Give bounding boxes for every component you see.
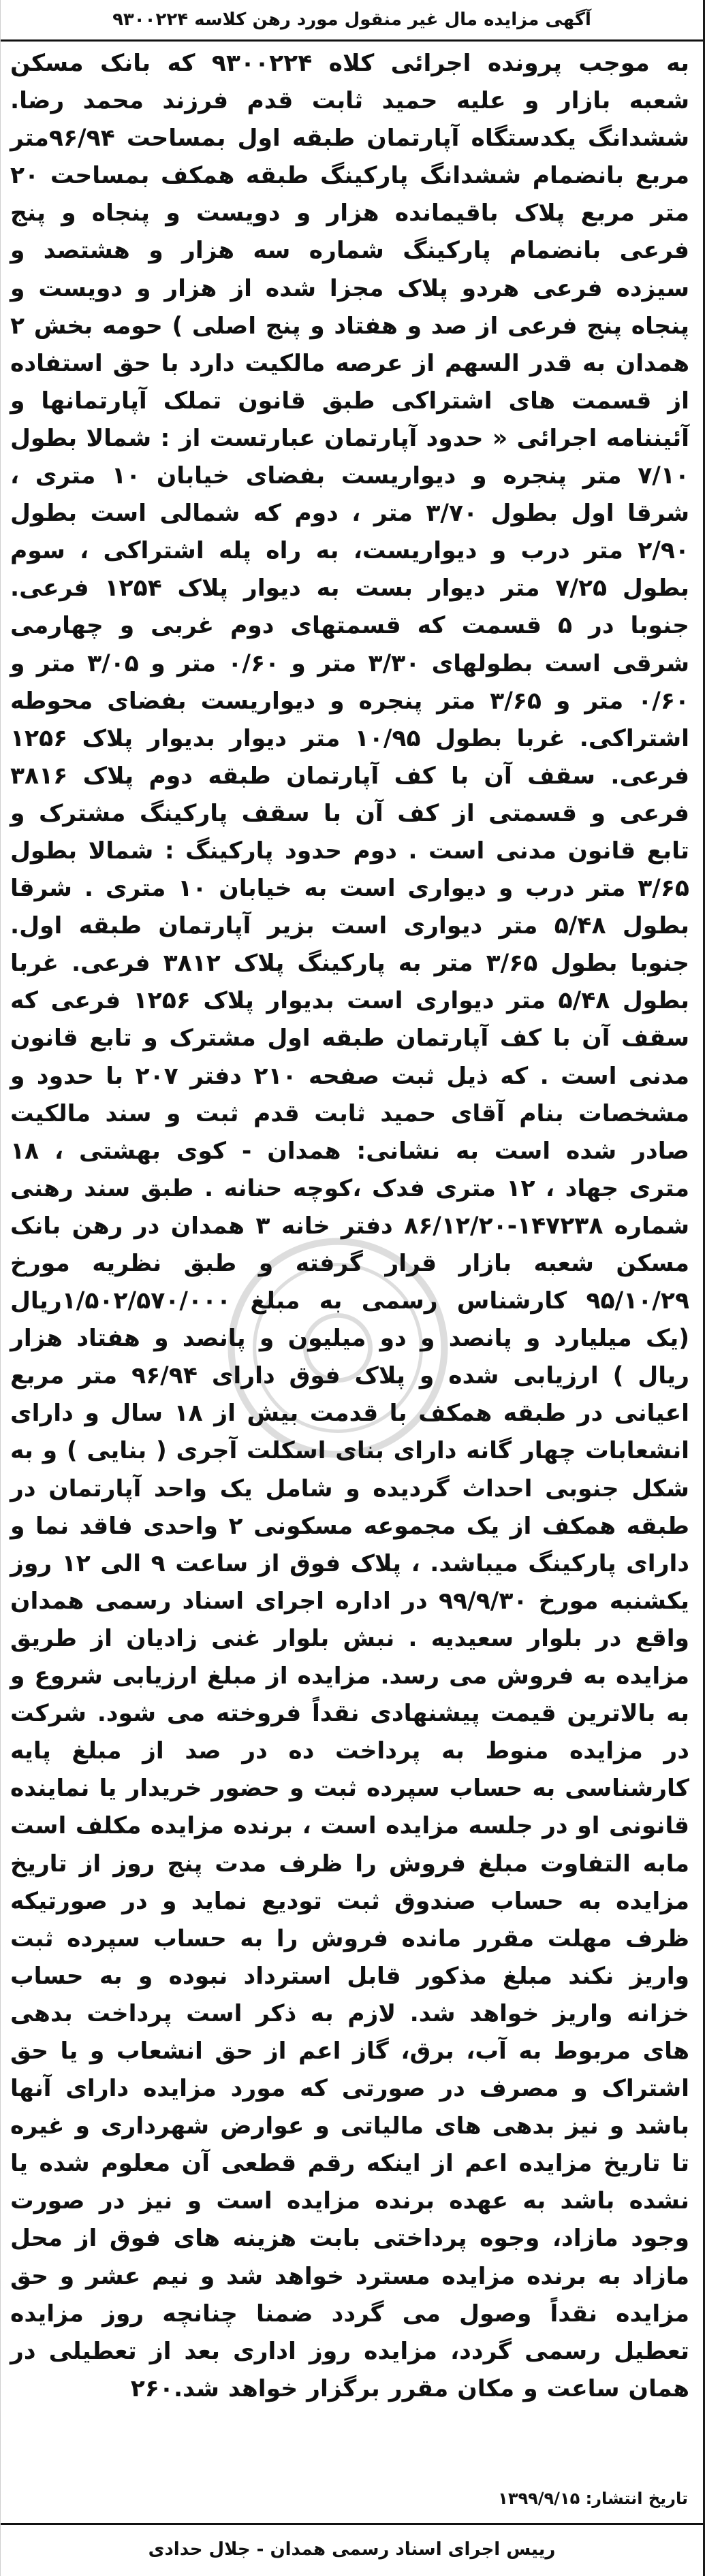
notice-title: آگهی مزایده مال غیر منقول مورد رهن کلاسه ۹۳۰۰۲۲۴ xyxy=(1,0,703,42)
notice-body: به موجب پرونده اجرائی کلاه ۹۳۰۰۲۲۴ که بانک مسکن شعبه بازار و علیه حمید ثابت قدم فرزند محمد رضا. ششدانگ یکدستگاه آپارتمان طبقه اول بمساحت ۹۶/۹۴متر مربع بانضمام ششدانگ پارکینگ طبقه همکف بمساحت ۲۰ متر مربع پلاک باقیمانده هزار و دویست و پنجاه و پنج فرعی بانضمام پارکینگ شماره سه هزار و هشتصد و سیزده فرعی هردو پلاک مجزا شده از هزار و دویست و پنجاه پنج فرعی از صد و هفتاد و پنج اصلی ) حومه بخش ۲ همدان به قدر السهم از عرصه مالکیت دارد با حق استفاده از قسمت های اشتراکی طبق قانون تملک آپارتمانها و آئیننامه اجرائی « حدود آپارتمان عبارتست از : شمالا بطول ۷/۱۰ متر پنجره و دیواریست بفضای خیابان ۱۰ متری ، شرقا اول بطول ۳/۷۰ متر ، دوم که شمالی است بطول ۲/۹۰ متر درب و دیواریست، به راه پله اشتراکی ، سوم بطول ۷/۲۵ متر دیوار بست به دیوار پلاک ۱۲۵۴ فرعی. جنوبا در ۵ قسمت که قسمتهای دوم غربی و چهارمی شرقی است بطولهای ۳/۳۰ متر و ۰/۶۰ متر و ۳/۰۵ متر و ۰/۶۰ متر و ۳/۶۵ متر پنجره و دیواریست بفضای محوطه اشتراکی. غربا بطول ۱۰/۹۵ متر دیوار بدیوار پلاک ۱۲۵۶ فرعی. سقف آن با کف آپارتمان طبقه دوم پلاک ۳۸۱۶ فرعی و قسمتی از کف آن با سقف پارکینگ مشترک و تابع قانون مدنی است . دوم حدود پارکینگ : شمالا بطول ۳/۶۵ متر درب و دیواری است به خیابان ۱۰ متری . شرقا بطول ۵/۴۸ متر دیواری است بزیر آپارتمان طبقه اول. جنوبا بطول ۳/۶۵ متر به پارکینگ پلاک ۳۸۱۲ فرعی. غربا بطول ۵/۴۸ متر دیواری است بدیوار پلاک ۱۲۵۶ فرعی که سقف آن با کف آپارتمان طبقه اول مشترک و تابع قانون مدنی است . که ذیل ثبت صفحه ۲۱۰ دفتر ۲۰۷ با حدود و مشخصات بنام آقای حمید ثابت قدم ثبت و سند مالکیت صادر شده است به نشانی: همدان - کوی بهشتی ، ۱۸ متری جهاد ، ۱۲ متری فدک ،کوچه حنانه . طبق سند رهنی شماره ۱۴۷۲۳۸-۸۶/۱۲/۲۰ دفتر خانه ۳ همدان در رهن بانک مسکن شعبه بازار قرار گرفته و طبق نظریه مورخ ۹۵/۱۰/۲۹ کارشناس رسمی به مبلغ ۱/۵۰۲/۵۷۰/۰۰۰ریال (یک میلیارد و پانصد و دو میلیون و پانصد و هفتاد هزار ریال ) ارزیابی شده و پلاک فوق دارای ۹۶/۹۴ متر مربع اعیانی در طبقه همکف با قدمت بیش از ۱۸ سال و دارای انشعابات چهار گانه دارای بنای اسکلت آجری ( بنایی ) و به شکل جنوبی احداث گردیده و شامل یک واحد آپارتمان در طبقه همکف از یک مجموعه مسکونی ۲ واحدی فاقد نما و دارای پارکینگ میباشد. ، پلاک فوق از ساعت ۹ الی ۱۲ روز یکشنبه مورخ ۹۹/۹/۳۰ در اداره اجرای اسناد رسمی همدان واقع در بلوار سعیدیه . نبش بلوار غنی زادیان از طریق مزایده به فروش می رسد. مزایده از مبلغ ارزیابی شروع و به بالاترین قیمت پیشنهادی نقداً فروخته می شود. شرکت در مزایده منوط به پرداخت ده در صد از مبلغ پایه کارشناسی به حساب سپرده ثبت و حضور خریدار یا نماینده قانونی او در جلسه مزایده است ، برنده مزایده مکلف است مابه التفاوت مبلغ فروش را ظرف مدت پنج روز از تاریخ مزایده به حساب صندوق ثبت تودیع نماید و در صورتیکه ظرف مهلت مقرر مانده فروش را به حساب سپرده ثبت واریز نکند مبلغ مذکور قابل استرداد نبوده و به حساب خزانه واریز خواهد شد. لازم به ذکر است پرداخت بدهی های مربوط به آب، برق، گاز اعم از حق انشعاب و یا حق اشتراک و مصرف در صورتی که مورد مزایده دارای آنها باشد و نیز بدهی های مالیاتی و عوارض شهرداری و غیره تا تاریخ مزایده اعم از اینکه رقم قطعی آن معلوم شده یا نشده باشد به عهده برنده مزایده است و نیز در صورت وجود مازاد، وجوه پرداختی بابت هزینه های فوق از محل مازاد به برنده مزایده مسترد خواهد شد و نیم عشر و حق مزایده نقداً وصول می گردد ضمنا چنانچه روز مزایده تعطیل رسمی گردد، مزایده روز اداری بعد از تعطیلی در همان ساعت و مکان مقرر برگزار خواهد شد.۲۶۰ xyxy=(10,50,690,2402)
publish-date: تاریخ انتشار: ۱۳۹۹/۹/۱۵ xyxy=(498,2489,688,2508)
signature: رییس اجرای اسناد رسمی همدان - جلال حدادی xyxy=(1,2523,703,2574)
